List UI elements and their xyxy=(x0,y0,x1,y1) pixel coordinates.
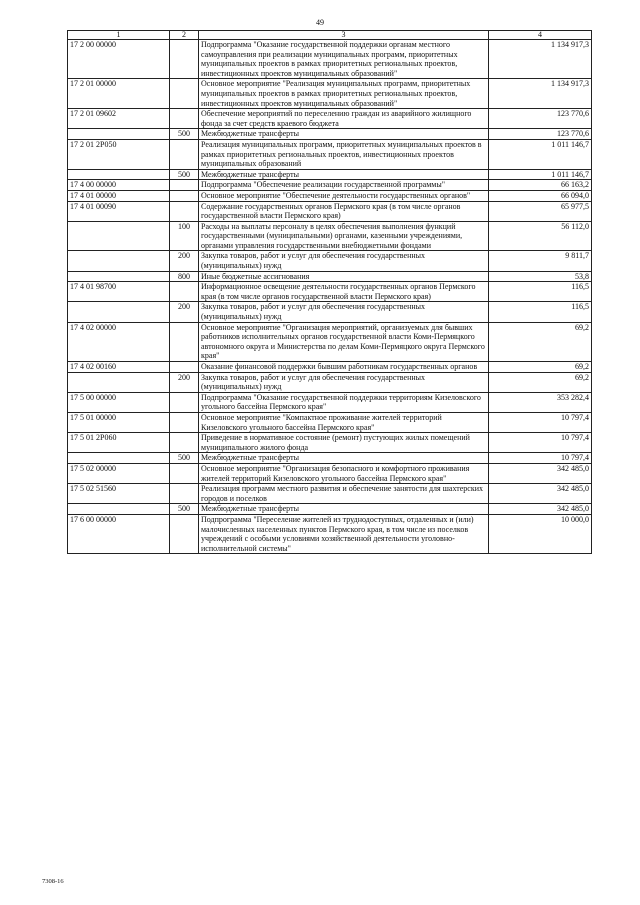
description-cell: Реализация муниципальных программ, приоритетных муниципальных проектов в рамках приоритетных региональных проектов, инвестиционных проектов муниципальных образований xyxy=(199,139,489,169)
table-row xyxy=(68,251,592,271)
amount-cell: 69,2 xyxy=(489,362,592,373)
table-row xyxy=(68,433,592,453)
table-row xyxy=(68,282,592,302)
page-number: 49 xyxy=(316,18,324,27)
code-cell: 17 2 01 2Р050 xyxy=(68,139,170,169)
description-cell: Межбюджетные трансферты xyxy=(199,169,489,180)
code-cell xyxy=(68,453,170,464)
description-cell: Информационное освещение деятельности государственных органов Пермского края (в том числе органов государственной власти Пермского края) xyxy=(199,282,489,302)
code-cell: 17 6 00 00000 xyxy=(68,514,170,553)
table-row xyxy=(68,40,592,79)
column-header-2: 2 xyxy=(170,31,199,40)
description-cell: Реализация программ местного развития и обеспечение занятости для шахтерских городов и поселков xyxy=(199,484,489,504)
code-cell xyxy=(68,129,170,140)
amount-cell: 1 134 917,3 xyxy=(489,79,592,109)
expense-type-cell: 500 xyxy=(170,504,199,515)
table-row xyxy=(68,453,592,464)
code-cell: 17 4 01 00000 xyxy=(68,190,170,201)
amount-cell: 1 011 146,7 xyxy=(489,139,592,169)
expense-type-cell xyxy=(170,433,199,453)
description-cell: Приведение в нормативное состояние (ремонт) пустующих жилых помещений муниципального жилого фонда xyxy=(199,433,489,453)
table-row xyxy=(68,139,592,169)
description-cell: Содержание государственных органов Пермского края (в том числе органов государственной власти Пермского края) xyxy=(199,201,489,221)
table-row xyxy=(68,463,592,483)
expense-type-cell xyxy=(170,514,199,553)
expense-type-cell xyxy=(170,190,199,201)
column-header-1: 1 xyxy=(68,31,170,40)
amount-cell: 53,8 xyxy=(489,271,592,282)
amount-cell: 342 485,0 xyxy=(489,484,592,504)
expense-type-cell xyxy=(170,362,199,373)
table-row xyxy=(68,129,592,140)
expense-type-cell: 500 xyxy=(170,169,199,180)
description-cell: Обеспечение мероприятий по переселению граждан из аварийного жилищного фонда за счет средств краевого бюджета xyxy=(199,109,489,129)
amount-cell: 10 797,4 xyxy=(489,433,592,453)
amount-cell: 66 094,0 xyxy=(489,190,592,201)
expense-type-cell: 500 xyxy=(170,129,199,140)
description-cell: Основное мероприятие "Организация мероприятий, организуемых для бывших работников исполнительных органов государственной власти Коми-Пермяцкого автономного округа и Министерства по делам Коми-Пермяцкого округа Пермского края" xyxy=(199,322,489,361)
code-cell: 17 2 00 00000 xyxy=(68,40,170,79)
table-row xyxy=(68,201,592,221)
description-cell: Основное мероприятие "Компактное проживание жителей территорий Кизеловского угольного бассейна Пермского края" xyxy=(199,412,489,432)
description-cell: Подпрограмма "Оказание государственной поддержки территориям Кизеловского угольного бассейна Пермского края" xyxy=(199,392,489,412)
description-cell: Иные бюджетные ассигнования xyxy=(199,271,489,282)
amount-cell: 1 134 917,3 xyxy=(489,40,592,79)
description-cell: Закупка товаров, работ и услуг для обеспечения государственных (муниципальных) нужд xyxy=(199,372,489,392)
code-cell xyxy=(68,271,170,282)
code-cell: 17 5 02 00000 xyxy=(68,463,170,483)
description-cell: Закупка товаров, работ и услуг для обеспечения государственных (муниципальных) нужд xyxy=(199,302,489,322)
table-row xyxy=(68,504,592,515)
table-row xyxy=(68,79,592,109)
description-cell: Межбюджетные трансферты xyxy=(199,453,489,464)
description-cell: Подпрограмма "Обеспечение реализации государственной программы" xyxy=(199,180,489,191)
description-cell: Основное мероприятие "Реализация муниципальных программ, приоритетных муниципальных проектов в рамках приоритетных региональных проектов, инвестиционных проектов муниципальных образований" xyxy=(199,79,489,109)
amount-cell: 56 112,0 xyxy=(489,221,592,251)
expense-type-cell: 200 xyxy=(170,302,199,322)
amount-cell: 65 977,5 xyxy=(489,201,592,221)
expense-type-cell xyxy=(170,40,199,79)
table-header-row xyxy=(68,31,592,40)
code-cell: 17 4 02 00000 xyxy=(68,322,170,361)
code-cell: 17 5 00 00000 xyxy=(68,392,170,412)
amount-cell: 69,2 xyxy=(489,322,592,361)
code-cell xyxy=(68,251,170,271)
amount-cell: 123 770,6 xyxy=(489,109,592,129)
description-cell: Подпрограмма "Оказание государственной поддержки органам местного самоуправления при реализации муниципальных программ, приоритетных муниципальных проектов в рамках приоритетных региональных проектов, инвестиционных проектов муниципальных образований" xyxy=(199,40,489,79)
column-header-4: 4 xyxy=(489,31,592,40)
description-cell: Расходы на выплаты персоналу в целях обеспечения выполнения функций государственными (муниципальными) органами, казенными учреждениями, органами управления государственными внебюджетными фондами xyxy=(199,221,489,251)
amount-cell: 9 811,7 xyxy=(489,251,592,271)
description-cell: Оказание финансовой поддержки бывшим работникам государственных органов xyxy=(199,362,489,373)
description-cell: Межбюджетные трансферты xyxy=(199,129,489,140)
expense-type-cell xyxy=(170,282,199,302)
amount-cell: 10 000,0 xyxy=(489,514,592,553)
code-cell: 17 2 01 09602 xyxy=(68,109,170,129)
expense-type-cell xyxy=(170,109,199,129)
amount-cell: 69,2 xyxy=(489,372,592,392)
code-cell xyxy=(68,504,170,515)
expense-type-cell: 100 xyxy=(170,221,199,251)
expense-type-cell xyxy=(170,463,199,483)
amount-cell: 353 282,4 xyxy=(489,392,592,412)
amount-cell: 123 770,6 xyxy=(489,129,592,140)
expense-type-cell xyxy=(170,392,199,412)
code-cell: 17 2 01 00000 xyxy=(68,79,170,109)
amount-cell: 342 485,0 xyxy=(489,463,592,483)
amount-cell: 66 163,2 xyxy=(489,180,592,191)
table-row xyxy=(68,484,592,504)
table-row xyxy=(68,372,592,392)
code-cell: 17 4 00 00000 xyxy=(68,180,170,191)
table-row xyxy=(68,109,592,129)
description-cell: Закупка товаров, работ и услуг для обеспечения государственных (муниципальных) нужд xyxy=(199,251,489,271)
table-row xyxy=(68,392,592,412)
description-cell: Основное мероприятие "Организация безопасного и комфортного проживания жителей территорий Кизеловского угольного бассейна Пермского края" xyxy=(199,463,489,483)
code-cell xyxy=(68,372,170,392)
code-cell xyxy=(68,221,170,251)
amount-cell: 116,5 xyxy=(489,282,592,302)
table-row xyxy=(68,302,592,322)
table-row xyxy=(68,190,592,201)
column-header-3: 3 xyxy=(199,31,489,40)
description-cell: Основное мероприятие "Обеспечение деятельности государственных органов" xyxy=(199,190,489,201)
code-cell: 17 4 02 00160 xyxy=(68,362,170,373)
code-cell: 17 5 01 2Р060 xyxy=(68,433,170,453)
table-row xyxy=(68,412,592,432)
amount-cell: 116,5 xyxy=(489,302,592,322)
code-cell xyxy=(68,302,170,322)
expense-type-cell xyxy=(170,79,199,109)
amount-cell: 10 797,4 xyxy=(489,412,592,432)
amount-cell: 342 485,0 xyxy=(489,504,592,515)
table-row xyxy=(68,322,592,361)
expense-type-cell xyxy=(170,139,199,169)
code-cell xyxy=(68,169,170,180)
document-footer-code: 7308-16 xyxy=(42,878,64,885)
expense-type-cell xyxy=(170,412,199,432)
expense-type-cell xyxy=(170,322,199,361)
expense-type-cell: 200 xyxy=(170,372,199,392)
table-row xyxy=(68,362,592,373)
expense-type-cell: 800 xyxy=(170,271,199,282)
budget-table xyxy=(67,30,592,554)
expense-type-cell: 500 xyxy=(170,453,199,464)
expense-type-cell xyxy=(170,484,199,504)
expense-type-cell xyxy=(170,201,199,221)
table-row xyxy=(68,271,592,282)
expense-type-cell xyxy=(170,180,199,191)
table-row xyxy=(68,221,592,251)
expense-type-cell: 200 xyxy=(170,251,199,271)
description-cell: Межбюджетные трансферты xyxy=(199,504,489,515)
code-cell: 17 4 01 00090 xyxy=(68,201,170,221)
table-row xyxy=(68,180,592,191)
code-cell: 17 5 02 51560 xyxy=(68,484,170,504)
table-row xyxy=(68,514,592,553)
table-row xyxy=(68,169,592,180)
code-cell: 17 4 01 98700 xyxy=(68,282,170,302)
code-cell: 17 5 01 00000 xyxy=(68,412,170,432)
description-cell: Подпрограмма "Переселение жителей из труднодоступных, отдаленных и (или) малочисленных населенных пунктов Пермского края, в том числе из поселков учреждений с особыми условиями хозяйственной деятельности уголовно-исполнительной системы" xyxy=(199,514,489,553)
amount-cell: 1 011 146,7 xyxy=(489,169,592,180)
amount-cell: 10 797,4 xyxy=(489,453,592,464)
